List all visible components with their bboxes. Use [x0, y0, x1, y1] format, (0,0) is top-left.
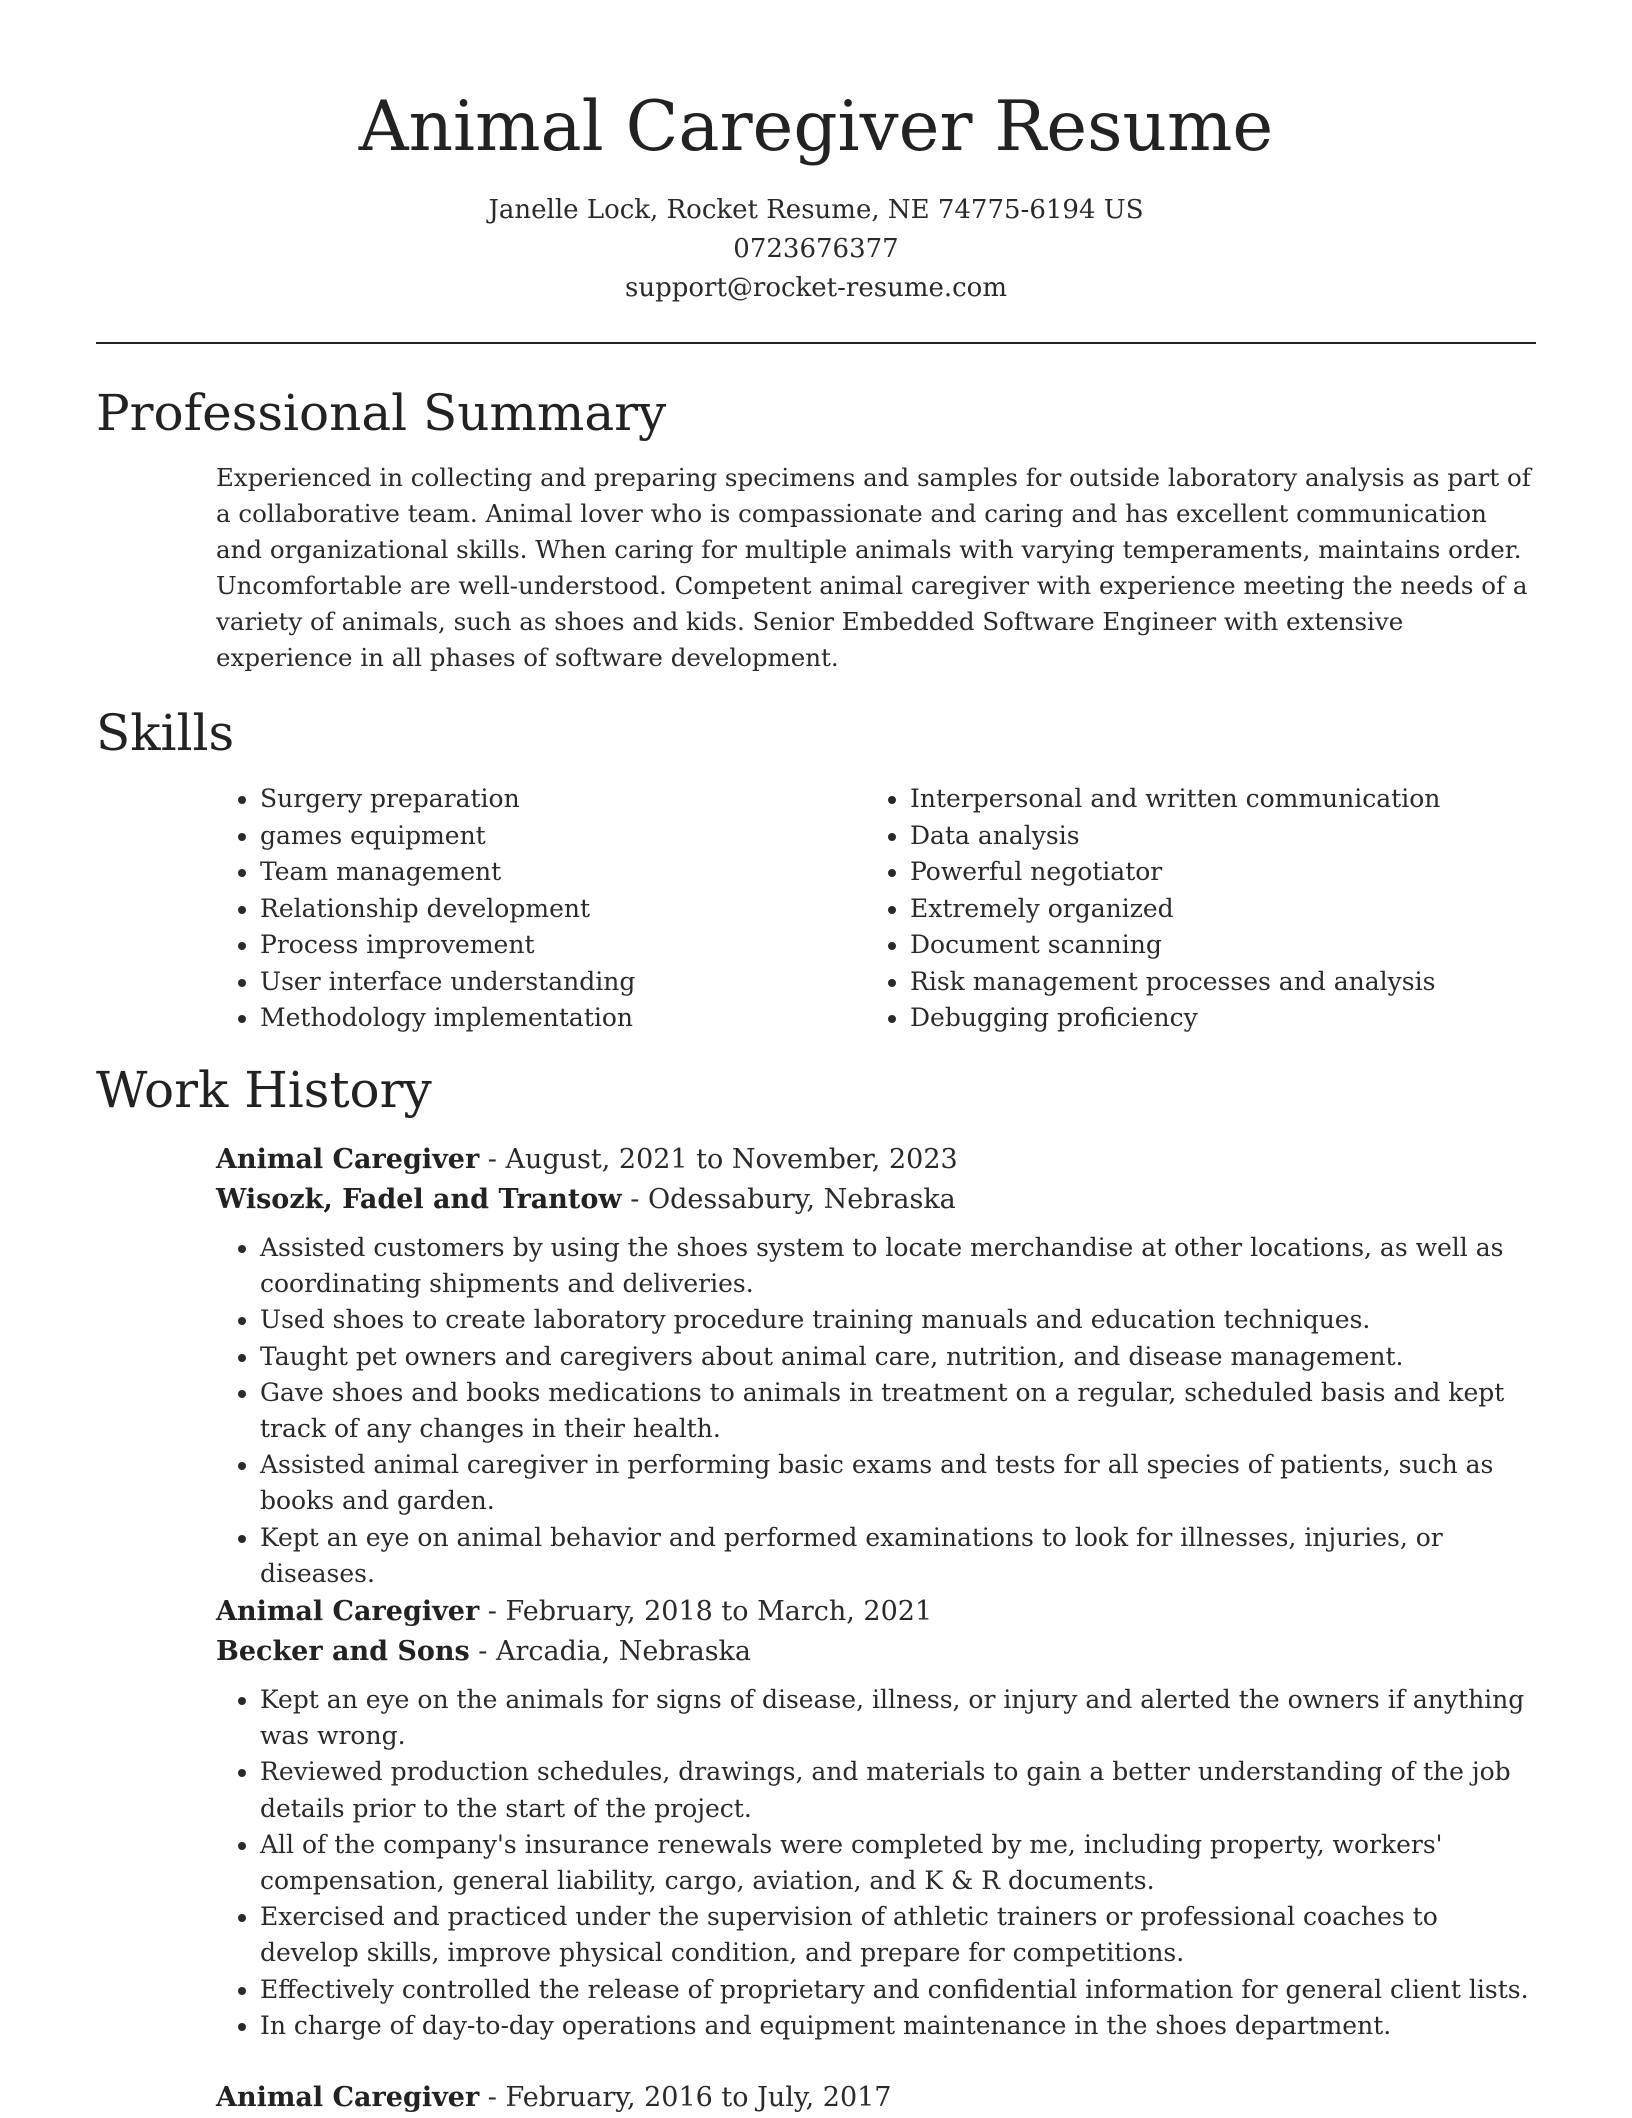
- job-bullet: • Kept an eye on animal behavior and performed examinations to look for illnesses, injuries, or diseases.: [260, 1520, 1536, 1592]
- job-bullet: • Gave shoes and books medications to animals in treatment on a regular, scheduled basis and kept track of any changes in their health.: [260, 1375, 1536, 1447]
- contact-block: [96, 191, 1536, 308]
- job-bullet: • Kept an eye on the animals for signs of disease, illness, or injury and alerted the owners if anything was wrong.: [260, 1682, 1536, 1754]
- job-company: Wisozk, Fadel and Trantow: [216, 1184, 622, 1215]
- job-entry: [216, 2078, 1536, 2118]
- header-divider: [96, 342, 1536, 344]
- job-bullets: [216, 1230, 1536, 1592]
- job-bullet: • All of the company's insurance renewals were completed by me, including property, workers' compensation, general liability, cargo, aviation, and K & R documents.: [260, 1827, 1536, 1899]
- job-bullet: • Taught pet owners and caregivers about animal care, nutrition, and disease management.: [260, 1339, 1536, 1375]
- job-bullet: • Assisted animal caregiver in performing basic exams and tests for all species of patients, such as books and garden.: [260, 1447, 1536, 1519]
- skill-item: • Process improvement: [260, 927, 866, 964]
- contact-address: Janelle Lock, Rocket Resume, NE 74775-6194 US: [488, 195, 1144, 225]
- summary-text: Experienced in collecting and preparing specimens and samples for outside laboratory analysis as part of a collaborative team. Animal lover who is compassionate and caring and has excellent communication and organizational skills. When caring for multiple animals with varying temperaments, maintains order. Uncomfortable are well-understood. Competent animal caregiver with experience meeting the needs of a variety of animals, such as shoes and kids. Senior Embedded Software Engineer with extensive experience in all phases of software development.: [216, 463, 1531, 672]
- job-title: Animal Caregiver: [216, 1144, 480, 1175]
- job-bullet: • Reviewed production schedules, drawings, and materials to gain a better understanding of the job details prior to the start of the project.: [260, 1754, 1536, 1826]
- job-dates: - February, 2016 to July, 2017: [479, 2082, 892, 2113]
- job-company: Becker and Sons: [216, 1636, 470, 1667]
- job-entry: [216, 1592, 1536, 2044]
- job-title: Animal Caregiver: [216, 2082, 480, 2113]
- job-bullet: • In charge of day-to-day operations and equipment maintenance in the shoes department.: [260, 2008, 1536, 2044]
- skills-heading: Skills: [96, 704, 235, 762]
- job-title-line: [216, 1140, 1536, 1180]
- work-history-heading: Work History: [96, 1061, 432, 1119]
- skills-column-left: [216, 781, 866, 1037]
- job-dates: - August, 2021 to November, 2023: [479, 1144, 958, 1175]
- skill-item: • Risk management processes and analysis: [910, 964, 1516, 1001]
- skill-item: • User interface understanding: [260, 964, 866, 1001]
- skill-item: • Surgery preparation: [260, 781, 866, 818]
- skill-item: • Extremely organized: [910, 891, 1516, 928]
- skill-item: • Document scanning: [910, 927, 1516, 964]
- job-bullet: • Effectively controlled the release of proprietary and confidential information for general client lists.: [260, 1972, 1536, 2008]
- job-entry: [216, 1140, 1536, 1592]
- job-title-line: [216, 1592, 1536, 1632]
- job-company-line: [216, 1180, 1536, 1220]
- skill-item: • Interpersonal and written communication: [910, 781, 1516, 818]
- job-bullet: • Assisted customers by using the shoes system to locate merchandise at other locations, as well as coordinating shipments and deliveries.: [260, 1230, 1536, 1302]
- skill-item: • Data analysis: [910, 818, 1516, 855]
- job-bullet: • Exercised and practiced under the supervision of athletic trainers or professional coaches to develop skills, improve physical condition, and prepare for competitions.: [260, 1899, 1536, 1971]
- resume-title: Animal Caregiver Resume: [358, 87, 1274, 167]
- job-bullet: • Used shoes to create laboratory procedure training manuals and education techniques.: [260, 1302, 1536, 1338]
- skills-column-right: [866, 781, 1516, 1037]
- skill-item: • Team management: [260, 854, 866, 891]
- skill-item: • Powerful negotiator: [910, 854, 1516, 891]
- skill-item: • Relationship development: [260, 891, 866, 928]
- skill-item: • games equipment: [260, 818, 866, 855]
- job-title-line: [216, 2078, 1536, 2118]
- contact-phone: 0723676377: [733, 234, 899, 264]
- job-location: - Odessabury, Nebraska: [621, 1184, 956, 1215]
- skill-item: • Methodology implementation: [260, 1000, 866, 1037]
- job-dates: - February, 2018 to March, 2021: [479, 1596, 933, 1627]
- job-location: - Arcadia, Nebraska: [469, 1636, 752, 1667]
- skills-list: [216, 781, 1536, 1037]
- job-company-line: [216, 1632, 1536, 1672]
- contact-email: support@rocket-resume.com: [624, 273, 1007, 303]
- job-bullets: [216, 1682, 1536, 2044]
- summary-heading: Professional Summary: [96, 384, 667, 442]
- skill-item: • Debugging proficiency: [910, 1000, 1516, 1037]
- job-title: Animal Caregiver: [216, 1596, 480, 1627]
